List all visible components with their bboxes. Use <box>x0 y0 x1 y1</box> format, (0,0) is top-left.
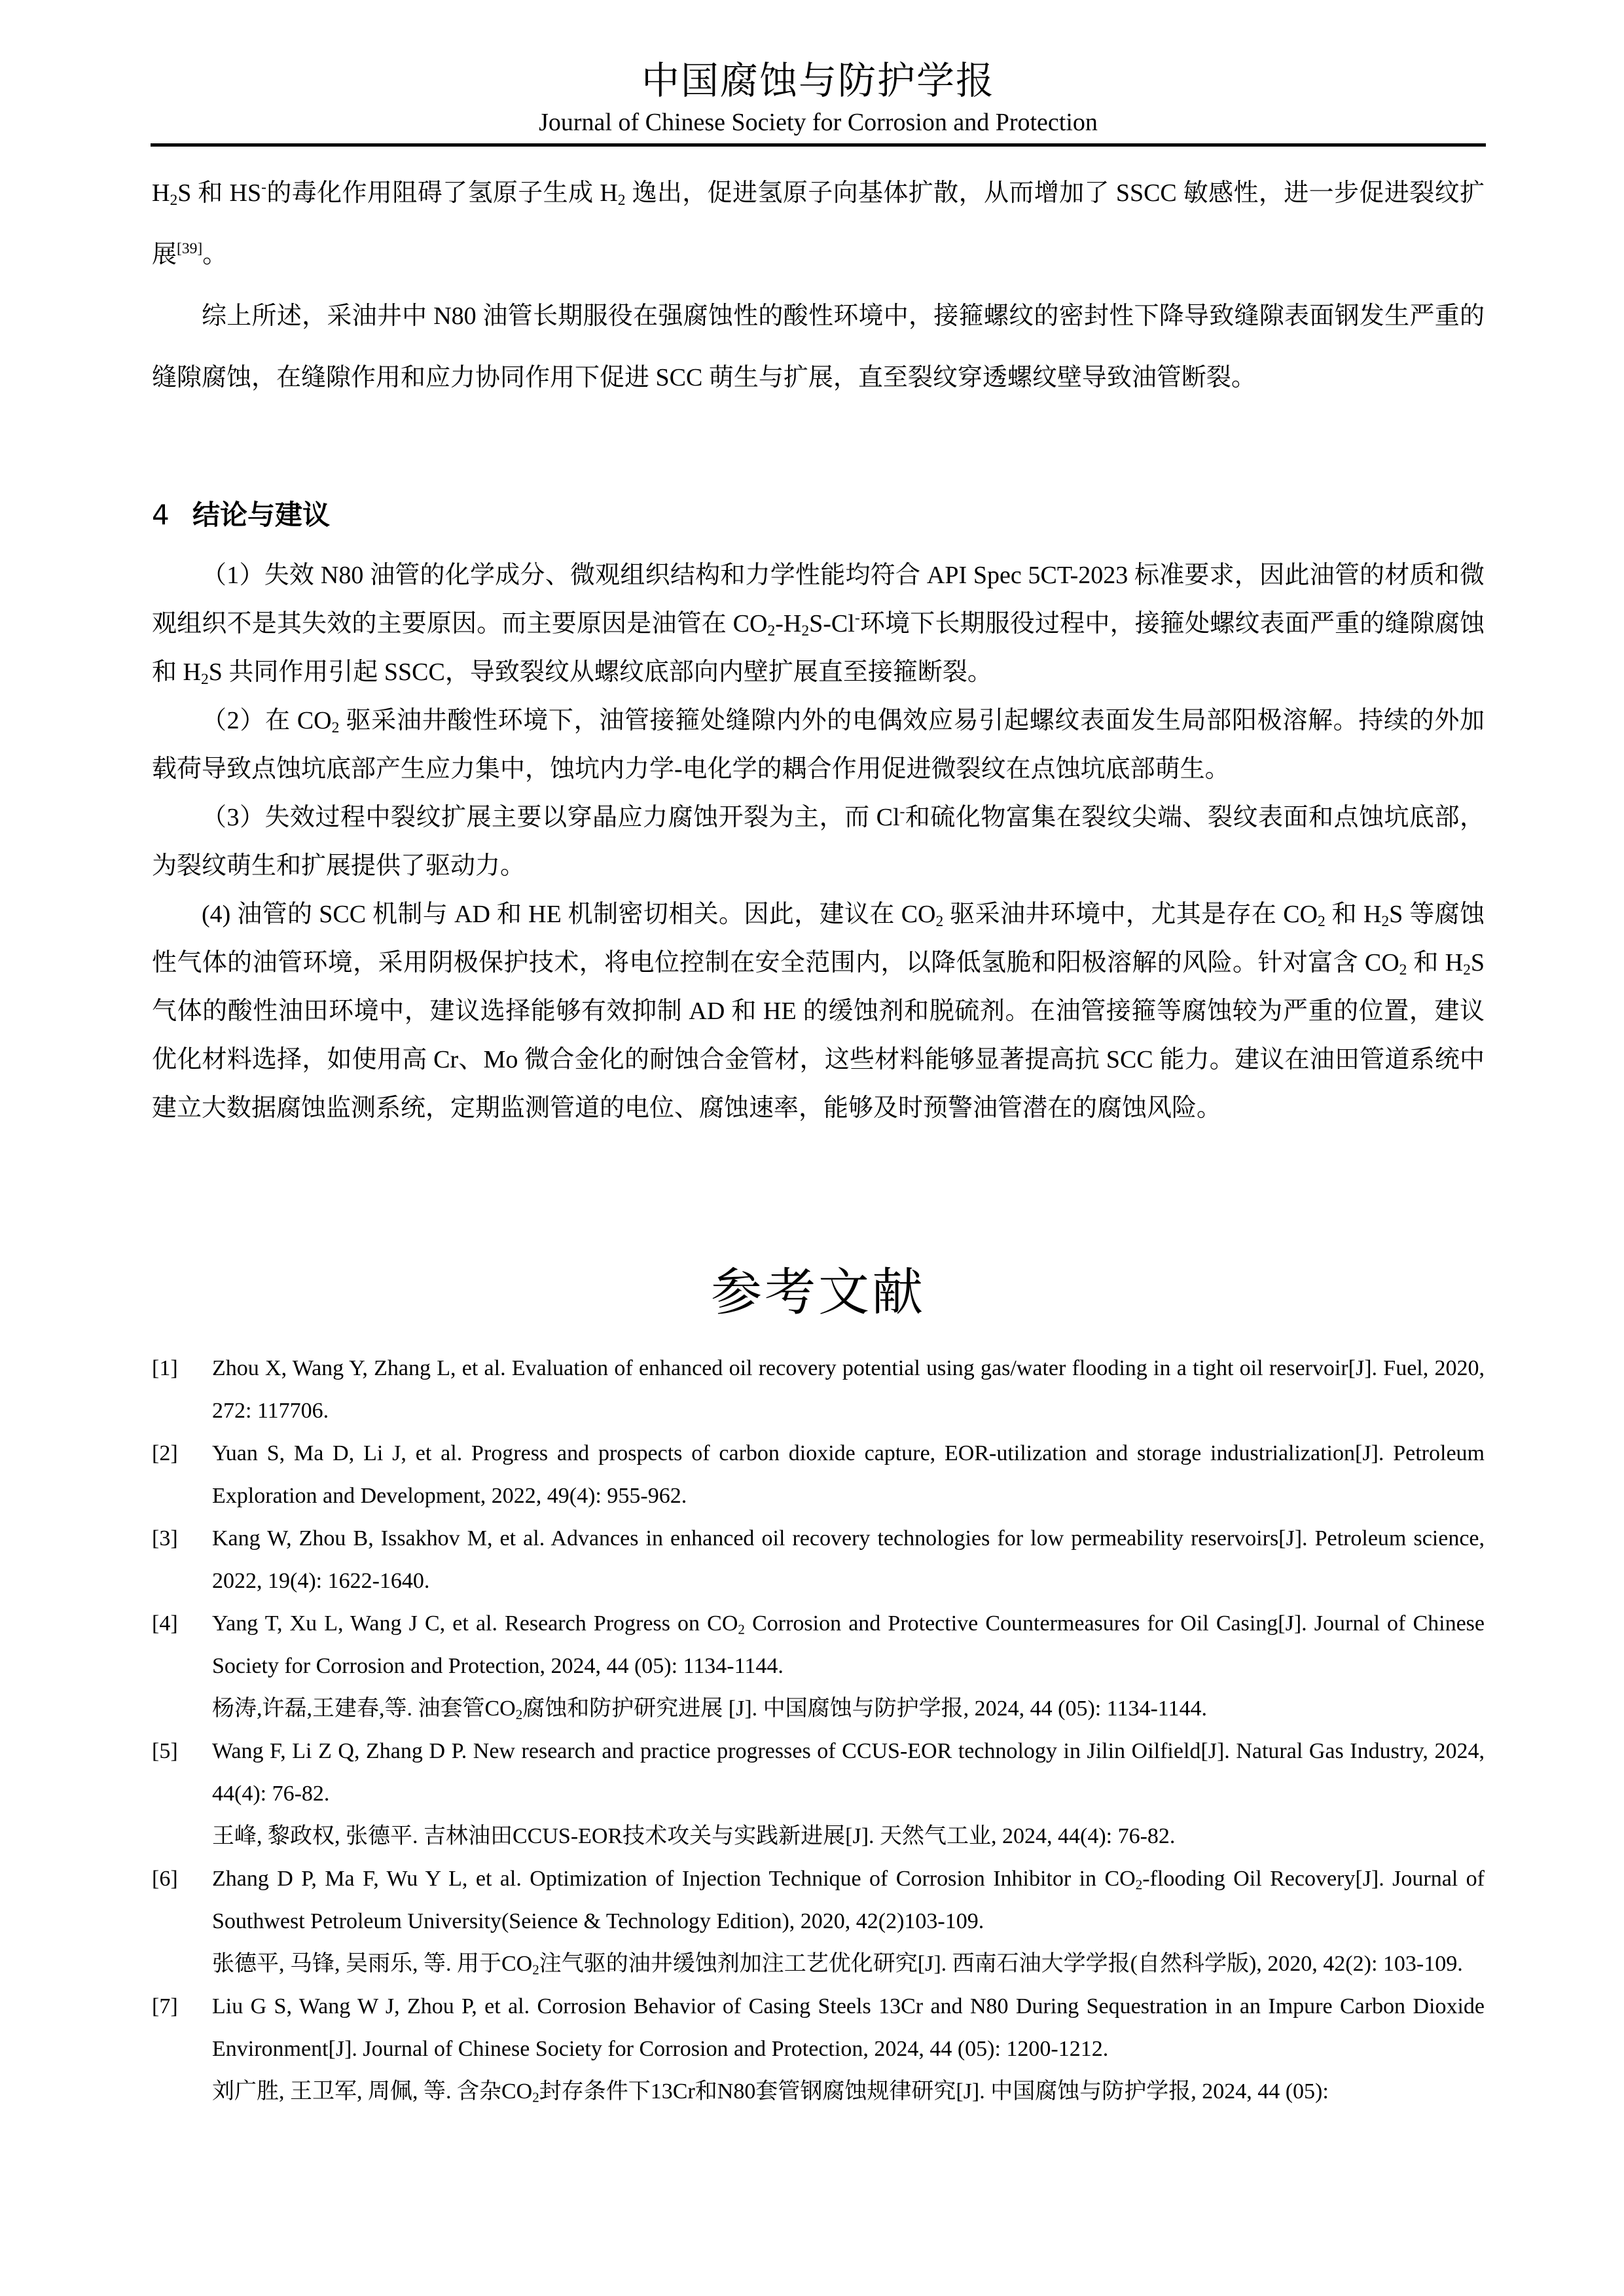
text-run: S-Cl <box>809 610 855 637</box>
header-rule <box>151 143 1486 147</box>
conclusion-4 <box>152 890 1485 1132</box>
subscript: 2 <box>767 622 776 639</box>
conclusion-3 <box>152 793 1485 890</box>
reference-text-en <box>212 1602 1485 1687</box>
text-run: H <box>152 179 170 207</box>
subscript: 2 <box>738 1621 745 1638</box>
reference-text-cn: 王峰, 黎政权, 张德平. 吉林油田CCUS-EOR技术攻关与实践新进展[J]. 天然气工业, 2024, 44(4): 76-82. <box>212 1824 1176 1848</box>
references-title: 参考文献 <box>710 1264 926 1321</box>
text-run: （1）失效 N80 油管的化学成分、微观组织结构和力学性能均符合 API Spec 5CT-2023 标准要求，因此油管的材质和微观组织不是其失效的主要原因。而主要原因是油管在 CO <box>152 562 1485 637</box>
text-run: （2）在 CO <box>202 707 332 734</box>
subscript: 2 <box>200 670 209 688</box>
text-run: 腐蚀和防护研究进展 [J]. 中国腐蚀与防护学报, 2024, 44 (05): 1134-1144. <box>522 1696 1208 1721</box>
section-number: 4 <box>152 499 170 531</box>
subscript: 2 <box>1463 961 1471 978</box>
text-run: Yang T, Xu L, Wang J C, et al. Research Progress on CO <box>212 1611 738 1636</box>
text-run: 逸出，促进氢原子向基体扩散，从而增加了 SSCC 敏感性，进一步促进裂纹扩展 <box>152 179 1485 268</box>
reference-text-en: Yuan S, Ma D, Li J, et al. Progress and prospects of carbon dioxide capture, EOR-utilization and storage industrialization[J]. Petroleum Exploration and Development, 2022, 49(4): 955-962. <box>212 1441 1485 1508</box>
reference-item-3 <box>152 1517 1485 1602</box>
subscript: 2 <box>1317 912 1326 930</box>
text-run: S 气体的酸性油田环境中，建议选择能够有效抑制 AD 和 HE 的缓蚀剂和脱硫剂。在油管接箍等腐蚀较为严重的位置，建议优化材料选择，如使用高 Cr、Mo 微合金化的耐蚀合金管材，这些材料能够显著提高抗 SCC 能力。建议在油田管道系统中建立大数据腐蚀监测系统，定期监测管道的电位、腐蚀速率，能够及时预警油管潜在的腐蚀风险。 <box>152 949 1485 1122</box>
section-heading <box>152 495 330 535</box>
superscript: - <box>899 802 905 820</box>
text-run: S 共同作用引起 SSCC，导致裂纹从螺纹底部向内壁扩展直至接箍断裂。 <box>208 658 992 686</box>
text-run: 环境下长期服役过程中，接箍处螺纹表面严重的缝隙腐蚀和 H <box>152 610 1485 686</box>
text-run: 驱采油井酸性环境下，油管接箍处缝隙内外的电偶效应易引起螺纹表面发生局部阳极溶解。持续的外加载荷导致点蚀坑底部产生应力集中，蚀坑内力学-电化学的耦合作用促进微裂纹在点蚀坑底部萌生。 <box>152 707 1485 783</box>
text-run: -H <box>775 610 802 637</box>
reference-text-cn <box>212 2070 1485 2113</box>
subscript: 2 <box>935 912 944 930</box>
text-run: (4) 油管的 SCC 机制与 AD 和 HE 机制密切相关。因此，建议在 CO <box>202 901 936 928</box>
intro-text <box>152 162 1485 408</box>
text-run: 的毒化作用阻碍了氢原子生成 H <box>266 179 618 207</box>
text-run: （3）失效过程中裂纹扩展主要以穿晶应力腐蚀开裂为主，而 Cl <box>202 804 900 831</box>
reference-index: [4] <box>152 1611 178 1636</box>
text-run: 封存条件下13Cr和N80套管钢腐蚀规律研究[J]. 中国腐蚀与防护学报, 2024, 44 (05): <box>539 2079 1329 2104</box>
subscript: 2 <box>1135 1876 1143 1893</box>
reference-text-en: Liu G S, Wang W J, Zhou P, et al. Corrosion Behavior of Casing Steels 13Cr and N80 During Sequestration in an Impure Carbon Dioxide Environment[J]. Journal of Chinese Society for Corrosion and Protection, 2024, 44 (05): 1200-1212. <box>212 1994 1485 2061</box>
text-run: 和硫化物富集在裂纹尖端、裂纹表面和点蚀坑底部，为裂纹萌生和扩展提供了驱动力。 <box>152 804 1485 880</box>
reference-item-2 <box>152 1432 1485 1517</box>
conclusion-2 <box>152 696 1485 793</box>
subscript: 2 <box>1381 912 1390 930</box>
reference-index: [1] <box>152 1356 178 1380</box>
subscript: 2 <box>532 2089 539 2106</box>
reference-index: [5] <box>152 1739 178 1763</box>
reference-item-6 <box>152 1857 1485 1985</box>
text-run: 注气驱的油井缓蚀剂加注工艺优化研究[J]. 西南石油大学学报(自然科学版), 2020, 42(2): 103-109. <box>539 1952 1463 1976</box>
citation-link[interactable]: [39] <box>177 240 203 257</box>
reference-text-cn <box>212 1943 1485 1985</box>
reference-index: [3] <box>152 1526 178 1551</box>
text-run: 张德平, 马锋, 吴雨乐, 等. 用于CO <box>212 1952 533 1976</box>
journal-title-en: Journal of Chinese Society for Corrosion and Protection <box>539 109 1098 136</box>
reference-item-5 <box>152 1730 1485 1857</box>
text-run: Corrosion and Protective Countermeasures for Oil Casing[J]. Journal of Chinese Society for Corrosion and Protection, 2024, 44 (05): 1134-1144. <box>212 1611 1485 1678</box>
superscript: - <box>261 178 266 196</box>
reference-text-en: Zhou X, Wang Y, Zhang L, et al. Evaluation of enhanced oil recovery potential using gas/water flooding in a tight oil reservoir[J]. Fuel, 2020, 272: 117706. <box>212 1356 1485 1423</box>
reference-item-7 <box>152 1985 1485 2113</box>
reference-index: [2] <box>152 1441 178 1465</box>
text-run: 驱采油井环境中，尤其是存在 CO <box>943 901 1318 928</box>
conclusion-1 <box>152 551 1485 696</box>
subscript: 2 <box>1399 961 1407 978</box>
subscript: 2 <box>170 191 178 209</box>
reference-text-en <box>212 1857 1485 1943</box>
subscript: 2 <box>532 1962 539 1978</box>
reference-text-en: Kang W, Zhou B, Issakhov M, et al. Advances in enhanced oil recovery technologies for low permeability reservoirs[J]. Petroleum science, 2022, 19(4): 1622-1640. <box>212 1526 1485 1593</box>
text-run: 和 H <box>1325 901 1382 928</box>
text-run: Zhang D P, Ma F, Wu Y L, et al. Optimization of Injection Technique of Corrosion Inhibitor in CO <box>212 1867 1136 1891</box>
section-title: 结论与建议 <box>192 499 331 531</box>
text-run: S 和 HS <box>177 179 262 207</box>
conclusions <box>152 551 1485 1132</box>
reference-text-cn <box>212 1687 1485 1730</box>
reference-item-1 <box>152 1347 1485 1432</box>
text-run: 刘广胜, 王卫军, 周佩, 等. 含杂CO <box>212 2079 533 2104</box>
text-run: S 等腐蚀性气体的油管环境，采用阴极保护技术，将电位控制在安全范围内，以降低氢脆和阳极溶解的风险。针对富含 CO <box>152 901 1485 977</box>
subscript: 2 <box>617 191 626 209</box>
reference-index: [6] <box>152 1867 178 1891</box>
reference-item-4 <box>152 1602 1485 1730</box>
reference-index: [7] <box>152 1994 178 2018</box>
intro-paragraph-1 <box>152 162 1485 285</box>
subscript: 2 <box>801 622 810 639</box>
text-run: -flooding Oil Recovery[J]. Journal of Southwest Petroleum University(Seience & Technology Edition), 2020, 42(2)103-109. <box>212 1867 1485 1933</box>
text-run: 。 <box>202 241 228 268</box>
subscript: 2 <box>331 719 340 736</box>
reference-text-en: Wang F, Li Z Q, Zhang D P. New research and practice progresses of CCUS-EOR technology in Jilin Oilfield[J]. Natural Gas Industry, 2024, 44(4): 76-82. <box>212 1739 1485 1806</box>
reference-list <box>152 1347 1485 2113</box>
intro-paragraph-2: 综上所述，采油井中 N80 油管长期服役在强腐蚀性的酸性环境中，接箍螺纹的密封性下降导致缝隙表面钢发生严重的缝隙腐蚀，在缝隙作用和应力协同作用下促进 SCC 萌生与扩展，直至裂纹穿透螺纹壁导致油管断裂。 <box>152 302 1485 391</box>
text-run: 杨涛,许磊,王建春,等. 油套管CO <box>212 1696 516 1721</box>
superscript: - <box>854 609 860 626</box>
text-run: 和 H <box>1407 949 1464 977</box>
subscript: 2 <box>515 1706 523 1723</box>
journal-title-cn: 中国腐蚀与防护学报 <box>641 60 995 102</box>
journal-header <box>151 58 1486 139</box>
